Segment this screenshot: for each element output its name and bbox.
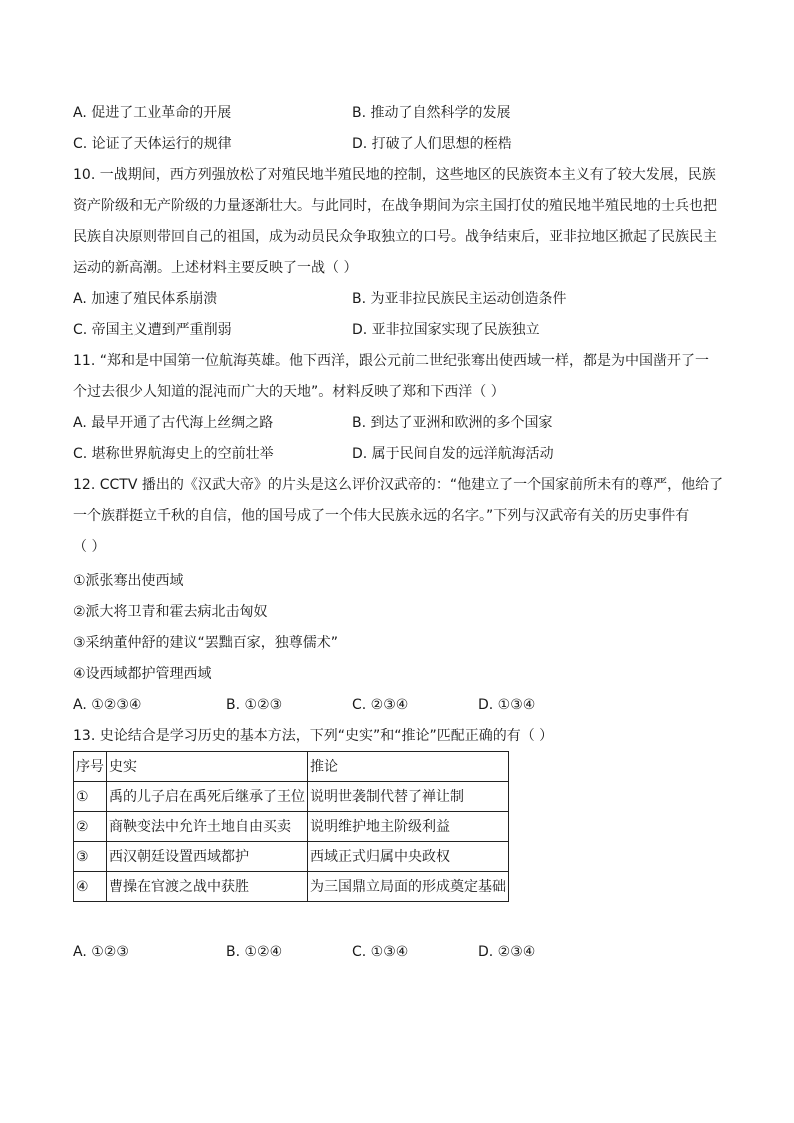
- q10-stem-line: 资产阶级和无产阶级的力量逐渐壮大。与此同时，在战争期间为宗主国打仗的殖民地半殖民地的士兵也把: [73, 198, 717, 214]
- table-cell: 禹的儿子启在禹死后继承了王位: [107, 782, 308, 812]
- table-cell: 西域正式归属中央政权: [308, 842, 509, 872]
- table-row: [74, 812, 509, 842]
- table-header-cell: 史实: [107, 752, 308, 782]
- table-cell: 西汉朝廷设置西域都护: [107, 842, 308, 872]
- q11-option-a: A. 最早开通了古代海上丝绸之路: [73, 415, 274, 431]
- q9-option-a: A. 促进了工业革命的开展: [73, 105, 232, 121]
- q12-item-3: ③采纳董仲舒的建议“罢黜百家，独尊儒术”: [73, 635, 339, 651]
- q12-item-1: ①派张骞出使西域: [73, 573, 184, 589]
- table-cell: 说明维护地主阶级利益: [308, 812, 509, 842]
- q12-option-c: C. ②③④: [352, 697, 409, 713]
- q10-stem: [73, 165, 721, 289]
- table-cell: ①: [74, 782, 107, 812]
- q10-option-b: B. 为亚非拉民族民主运动创造条件: [352, 291, 567, 307]
- q11-stem: [73, 351, 721, 413]
- q10-option-c: C. 帝国主义遭到严重削弱: [73, 322, 232, 338]
- q12-option-d: D. ①③④: [478, 697, 536, 713]
- q13-stem: 13. 史论结合是学习历史的基本方法，下列“史实”和“推论”匹配正确的有（ ）: [73, 728, 554, 744]
- q9-option-b: B. 推动了自然科学的发展: [352, 105, 511, 121]
- q13-option-d: D. ②③④: [478, 944, 536, 960]
- q10-option-d: D. 亚非拉国家实现了民族独立: [352, 322, 540, 338]
- table-header-row: [74, 752, 509, 782]
- table-cell: 曹操在官渡之战中获胜: [107, 872, 308, 902]
- table-cell: 商鞅变法中允许土地自由买卖: [107, 812, 308, 842]
- q13-option-b: B. ①②④: [226, 944, 283, 960]
- q9-option-c: C. 论证了天体运行的规律: [73, 136, 232, 152]
- table-row: [74, 872, 509, 902]
- table-header-cell: 序号: [74, 752, 107, 782]
- q12-stem-line: 一个族群挺立千秋的自信，他的国号成了一个伟大民族永远的名字。”下列与汉武帝有关的历史事件有: [73, 508, 690, 524]
- table-row: [74, 782, 509, 812]
- q12-item-2: ②派大将卫青和霍去病北击匈奴: [73, 604, 268, 620]
- q9-option-d: D. 打破了人们思想的桎梏: [352, 136, 512, 152]
- q10-stem-line: 民族自决原则带回自己的祖国，成为动员民众争取独立的口号。战争结束后，亚非拉地区掀起了民族民主: [73, 229, 717, 245]
- table-cell: ④: [74, 872, 107, 902]
- q10-stem-line: 10. 一战期间，西方列强放松了对殖民地半殖民地的控制，这些地区的民族资本主义有了较大发展，民族: [73, 167, 716, 183]
- table-cell: 说明世袭制代替了禅让制: [308, 782, 509, 812]
- q11-stem-line: 11. “郑和是中国第一位航海英雄。他下西洋，跟公元前二世纪张骞出使西域一样，都是为中国凿开了一: [73, 353, 709, 369]
- q11-option-b: B. 到达了亚洲和欧洲的多个国家: [352, 415, 553, 431]
- q11-option-d: D. 属于民间自发的远洋航海活动: [352, 446, 554, 462]
- q10-stem-line: 运动的新高潮。上述材料主要反映了一战（ ）: [73, 260, 358, 276]
- table-header-cell: 推论: [308, 752, 509, 782]
- table-cell: ②: [74, 812, 107, 842]
- q11-option-c: C. 堪称世界航海史上的空前壮举: [73, 446, 274, 462]
- q10-option-a: A. 加速了殖民体系崩溃: [73, 291, 218, 307]
- q12-option-a: A. ①②③④: [73, 697, 142, 713]
- table-row: [74, 842, 509, 872]
- table-cell: 为三国鼎立局面的形成奠定基础: [308, 872, 509, 902]
- q12-option-b: B. ①②③: [226, 697, 283, 713]
- q13-option-a: A. ①②③: [73, 944, 129, 960]
- q12-stem-line: 12. CCTV 播出的《汉武大帝》的片头是这么评价汉武帝的：“他建立了一个国家前所未有的尊严，他给了: [73, 477, 724, 493]
- q12-item-4: ④设西域都护管理西域: [73, 666, 212, 682]
- q12-stem: [73, 475, 724, 568]
- q13-option-c: C. ①③④: [352, 944, 409, 960]
- q12-stem-line: （ ）: [73, 539, 106, 555]
- q11-stem-line: 个过去很少人知道的混沌而广大的天地”。材料反映了郑和下西洋（ ）: [73, 384, 505, 400]
- table-cell: ③: [74, 842, 107, 872]
- q13-table: [73, 751, 509, 902]
